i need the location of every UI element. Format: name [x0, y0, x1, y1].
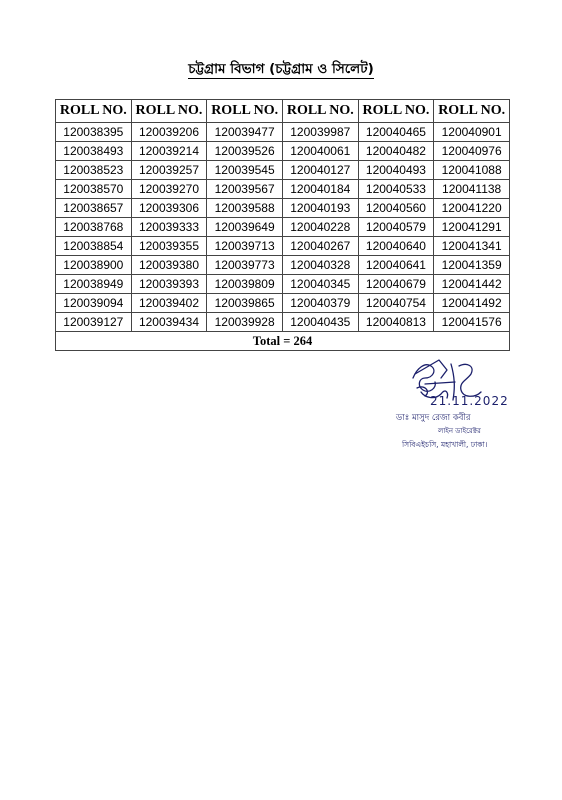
roll-number-cell: 120040193 — [282, 199, 358, 218]
roll-number-cell: 120041220 — [434, 199, 510, 218]
roll-number-cell: 120039127 — [56, 313, 132, 332]
roll-number-cell: 120041138 — [434, 180, 510, 199]
roll-number-cell: 120040061 — [282, 142, 358, 161]
roll-number-cell: 120040435 — [282, 313, 358, 332]
roll-number-cell: 120040641 — [358, 256, 434, 275]
roll-number-cell: 120039809 — [207, 275, 283, 294]
table-row — [56, 294, 510, 313]
table-row — [56, 218, 510, 237]
roll-number-cell: 120040976 — [434, 142, 510, 161]
roll-number-cell: 120040184 — [282, 180, 358, 199]
roll-number-cell: 120039257 — [131, 161, 207, 180]
roll-number-cell: 120040901 — [434, 123, 510, 142]
roll-number-cell: 120040379 — [282, 294, 358, 313]
roll-number-cell: 120038657 — [56, 199, 132, 218]
roll-number-cell: 120039713 — [207, 237, 283, 256]
signatory-name: ডাঃ মাসুদ রেজা কবীর — [396, 413, 471, 423]
roll-number-cell: 120039865 — [207, 294, 283, 313]
table-row — [56, 275, 510, 294]
roll-number-cell: 120039526 — [207, 142, 283, 161]
roll-number-cell: 120038493 — [56, 142, 132, 161]
column-header: ROLL NO. — [207, 100, 283, 123]
roll-number-cell: 120041088 — [434, 161, 510, 180]
roll-number-cell: 120041341 — [434, 237, 510, 256]
roll-number-cell: 120039928 — [207, 313, 283, 332]
table-row — [56, 199, 510, 218]
roll-number-cell: 120039094 — [56, 294, 132, 313]
roll-number-cell: 120039402 — [131, 294, 207, 313]
roll-number-cell: 120038570 — [56, 180, 132, 199]
column-header: ROLL NO. — [358, 100, 434, 123]
roll-number-cell: 120040640 — [358, 237, 434, 256]
page-title — [0, 58, 562, 81]
table-row — [56, 256, 510, 275]
roll-number-cell: 120039270 — [131, 180, 207, 199]
roll-number-cell: 120039434 — [131, 313, 207, 332]
roll-number-cell: 120040267 — [282, 237, 358, 256]
roll-number-cell: 120041359 — [434, 256, 510, 275]
roll-number-cell: 120039987 — [282, 123, 358, 142]
roll-number-cell: 120039649 — [207, 218, 283, 237]
roll-number-cell: 120041492 — [434, 294, 510, 313]
roll-number-cell: 120040813 — [358, 313, 434, 332]
signature-date: 21.11.2022 — [430, 394, 509, 408]
roll-number-table — [55, 99, 510, 351]
roll-number-cell: 120041291 — [434, 218, 510, 237]
roll-number-cell: 120038854 — [56, 237, 132, 256]
roll-number-cell: 120039306 — [131, 199, 207, 218]
column-header: ROLL NO. — [56, 100, 132, 123]
column-header: ROLL NO. — [131, 100, 207, 123]
roll-number-cell: 120038768 — [56, 218, 132, 237]
table-row — [56, 161, 510, 180]
table-body — [56, 123, 510, 332]
roll-number-cell: 120040560 — [358, 199, 434, 218]
table-row — [56, 313, 510, 332]
roll-number-cell: 120040465 — [358, 123, 434, 142]
signatory-designation: লাইন ডাইরেক্টর — [438, 427, 481, 435]
roll-number-cell: 120039567 — [207, 180, 283, 199]
roll-number-cell: 120040679 — [358, 275, 434, 294]
roll-number-cell: 120038395 — [56, 123, 132, 142]
table-row — [56, 123, 510, 142]
roll-number-cell: 120040533 — [358, 180, 434, 199]
roll-number-cell: 120040127 — [282, 161, 358, 180]
total-cell: Total = 264 — [56, 332, 510, 351]
roll-number-cell: 120040328 — [282, 256, 358, 275]
roll-number-cell: 120040482 — [358, 142, 434, 161]
roll-number-cell: 120039355 — [131, 237, 207, 256]
roll-number-cell: 120039206 — [131, 123, 207, 142]
roll-number-cell: 120038523 — [56, 161, 132, 180]
roll-number-cell: 120039477 — [207, 123, 283, 142]
roll-number-cell: 120041442 — [434, 275, 510, 294]
roll-number-cell: 120041576 — [434, 313, 510, 332]
table-row — [56, 180, 510, 199]
roll-number-cell: 120040579 — [358, 218, 434, 237]
page-title-text: চট্টগ্রাম বিভাগ (চট্টগ্রাম ও সিলেট) — [188, 61, 374, 77]
roll-number-cell: 120038949 — [56, 275, 132, 294]
roll-number-cell: 120040493 — [358, 161, 434, 180]
signatory-office: সিবিএইচসি, মহাখালী, ঢাকা। — [402, 440, 488, 449]
roll-number-cell: 120040345 — [282, 275, 358, 294]
roll-number-cell: 120039393 — [131, 275, 207, 294]
roll-number-cell: 120040228 — [282, 218, 358, 237]
column-header: ROLL NO. — [434, 100, 510, 123]
roll-number-cell: 120039588 — [207, 199, 283, 218]
roll-number-cell: 120039214 — [131, 142, 207, 161]
roll-number-cell: 120039545 — [207, 161, 283, 180]
column-header: ROLL NO. — [282, 100, 358, 123]
table-header-row — [56, 100, 510, 123]
roll-number-cell: 120039333 — [131, 218, 207, 237]
roll-number-cell: 120040754 — [358, 294, 434, 313]
table-row — [56, 237, 510, 256]
roll-number-cell: 120039773 — [207, 256, 283, 275]
roll-number-cell: 120038900 — [56, 256, 132, 275]
roll-number-cell: 120039380 — [131, 256, 207, 275]
table-row — [56, 142, 510, 161]
